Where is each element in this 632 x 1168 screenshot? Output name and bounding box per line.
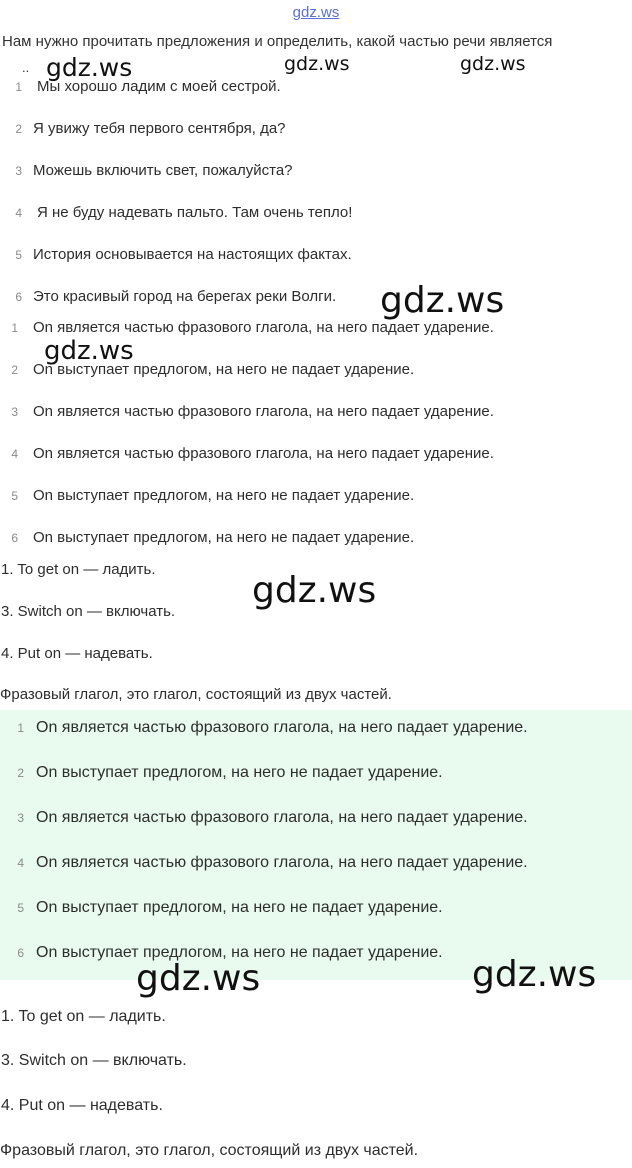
item-text: Я не буду надевать пальто. Там очень тепло!	[37, 204, 353, 221]
item-number: 3	[11, 405, 18, 419]
item-number: 1	[11, 321, 18, 335]
item-text: Мы хорошо ладим с моей сестрой.	[37, 78, 281, 95]
watermark: gdz.ws	[380, 280, 505, 321]
item-text: On является частью фразового глагола, на него падает ударение.	[33, 319, 494, 336]
item-text: On выступает предлогом, на него не падает ударение.	[36, 899, 443, 916]
item-number: 3	[15, 164, 22, 178]
item-text: On является частью фразового глагола, на него падает ударение.	[33, 403, 494, 420]
item-number: 4	[11, 447, 18, 461]
item-number: 6	[17, 946, 24, 960]
item-text: Это красивый город на берегах реки Волги.	[33, 288, 337, 305]
item-number: 2	[15, 122, 22, 136]
answer-panel	[0, 710, 632, 980]
watermark: gdz.ws	[44, 336, 134, 366]
watermark: gdz.ws	[460, 53, 526, 75]
item-text: On является частью фразового глагола, на него падает ударение.	[36, 854, 528, 871]
item-number: 4	[17, 856, 24, 870]
watermark: gdz.ws	[284, 53, 350, 75]
definition-text: Фразовый глагол, это глагол, состоящий из двух частей.	[0, 1142, 419, 1159]
item-number: 6	[15, 290, 22, 304]
item-number: 5	[17, 901, 24, 915]
item-text: On является частью фразового глагола, на него падает ударение.	[33, 445, 494, 462]
phrasal-verb: 4. Put on — надевать.	[1, 645, 153, 662]
item-number: 3	[17, 811, 24, 825]
item-number: 5	[11, 489, 18, 503]
item-text: On выступает предлогом, на него не падает ударение.	[36, 764, 443, 781]
intro-dots: ..	[22, 60, 30, 75]
definition-text: Фразовый глагол, это глагол, состоящий из двух частей.	[0, 686, 392, 703]
watermark: gdz.ws	[46, 53, 133, 82]
item-number: 6	[11, 531, 18, 545]
watermark: gdz.ws	[472, 954, 597, 995]
item-number: 5	[15, 248, 22, 262]
item-text: On выступает предлогом, на него не падает ударение.	[33, 361, 415, 378]
item-number: 2	[11, 363, 18, 377]
item-text: On является частью фразового глагола, на него падает ударение.	[36, 809, 528, 826]
phrasal-verb: 1. To get on — ладить.	[1, 1008, 166, 1025]
phrasal-verb: 3. Switch on — включать.	[1, 603, 176, 620]
watermark: gdz.ws	[136, 958, 261, 999]
phrasal-verb: 3. Switch on — включать.	[1, 1052, 187, 1069]
phrasal-verb: 4. Put on — надевать.	[1, 1097, 163, 1114]
item-text: Можешь включить свет, пожалуйста?	[33, 162, 293, 179]
item-text: История основывается на настоящих фактах.	[33, 246, 352, 263]
intro-text: Нам нужно прочитать предложения и определить, какой частью речи является	[2, 33, 553, 50]
item-number: 1	[17, 721, 24, 735]
item-text: On выступает предлогом, на него не падает ударение.	[33, 529, 415, 546]
item-number: 2	[17, 766, 24, 780]
item-number: 1	[15, 80, 22, 94]
item-text: Я увижу тебя первого сентября, да?	[33, 120, 286, 137]
watermark: gdz.ws	[252, 570, 377, 611]
phrasal-verb: 1. To get on — ладить.	[1, 561, 156, 578]
item-text: On выступает предлогом, на него не падает ударение.	[33, 487, 415, 504]
item-number: 4	[15, 206, 22, 220]
item-text: On является частью фразового глагола, на него падает ударение.	[36, 719, 528, 736]
item-text: On выступает предлогом, на него не падает ударение.	[36, 944, 443, 961]
site-header-link[interactable]: gdz.ws	[292, 4, 340, 21]
